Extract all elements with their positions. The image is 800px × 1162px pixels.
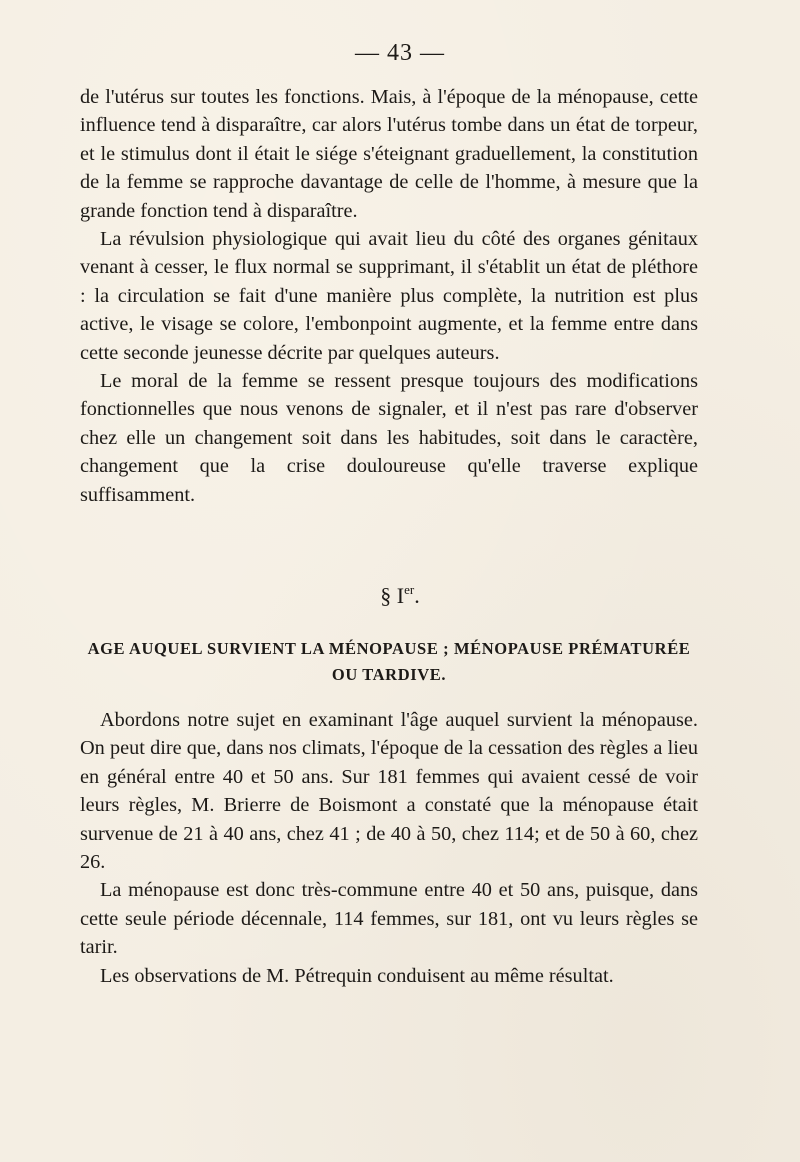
paragraph: de l'utérus sur toutes les fonctions. Mais, à l'époque de la ménopause, cette influence tend à disparaître, car alors l'utérus tombe dans un état de torpeur, et le stimulus dont il était le siége s'éteignant graduellement, la constitution de la femme se rapproche davantage de celle de l'homme, à mesure que la grande fonction tend à disparaître. (80, 86, 698, 222)
section-mark-superscript: er (404, 582, 415, 597)
section-mark-period: . (414, 583, 420, 608)
paragraph: Les observations de M. Pétrequin conduisent au même résultat. (100, 964, 614, 987)
section-heading-line: OU TARDIVE. (331, 665, 447, 684)
paragraph: Le moral de la femme se ressent presque toujours des modifications fonctionnelles que nous venons de signaler, et il n'est pas rare d'observer chez elle un changement soit dans les habitudes, soit dans le caractère, changement que la crise douloureuse qu'elle traverse explique suffisamment. (80, 370, 698, 506)
paragraph: La révulsion physiologique qui avait lieu du côté des organes génitaux venant à cesser, le flux normal se supprimant, il s'établit un état de pléthore : la circulation se fait d'une manière plus complète, la nutrition est plus active, le visage se colore, l'embonpoint augmente, et la femme entre dans cette seconde jeunesse décrite par quelques auteurs. (80, 228, 698, 364)
section-mark-text: § I (380, 583, 405, 608)
section-heading (80, 636, 698, 688)
paragraph: Abordons notre sujet en examinant l'âge auquel survient la ménopause. On peut dire que, dans nos climats, l'époque de la cessation des règles a lieu en général entre 40 et 50 ans. Sur 181 femmes qui avaient cessé de voir leurs règles, M. Brierre de Boismont a constaté que la ménopause était survenue de 21 à 40 ans, chez 41 ; de 40 à 50, chez 114; et de 50 à 60, chez 26. (80, 709, 698, 874)
body-text-bottom (80, 706, 698, 990)
section-heading-line: AGE AUQUEL SURVIENT LA MÉNOPAUSE ; MÉNOPAUSE PRÉMATURÉE (87, 639, 691, 658)
body-text-top (80, 83, 698, 509)
page-number: — 43 — (355, 40, 445, 66)
section-number (0, 582, 800, 609)
paragraph: La ménopause est donc très-commune entre 40 et 50 ans, puisque, dans cette seule période décennale, 114 femmes, sur 181, ont vu leurs règles se tarir. (80, 879, 698, 959)
